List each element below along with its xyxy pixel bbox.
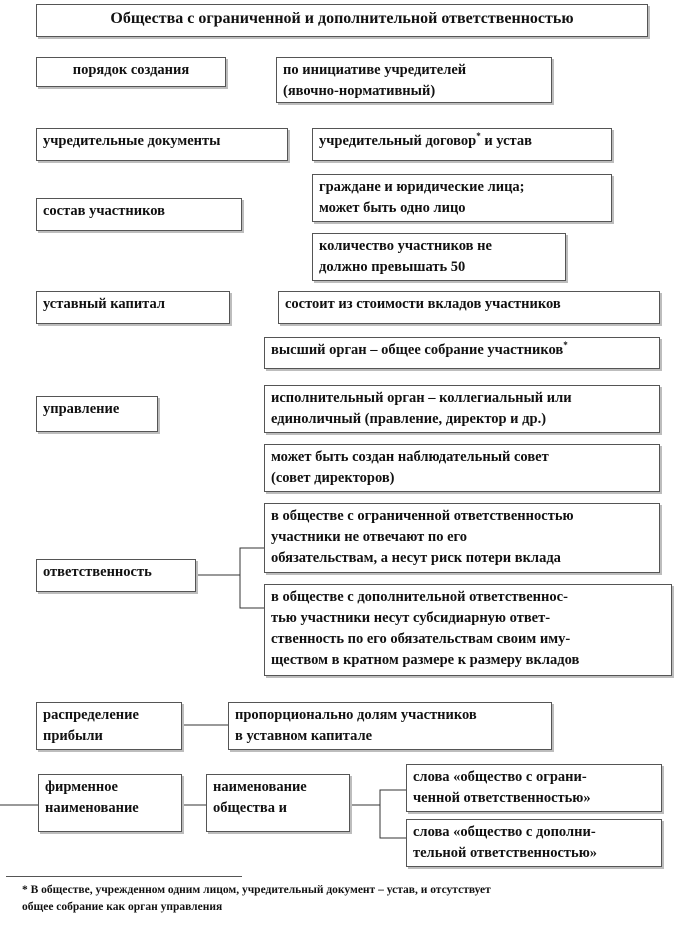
- footnote-mark-documents: *: [476, 131, 481, 142]
- footnote-mark: *: [22, 884, 28, 896]
- footnote-mark-management: *: [563, 340, 568, 351]
- value-members-limit: количество участников не должно превышать 50: [312, 233, 566, 281]
- value-company-name-middle: наименование общества и: [206, 774, 350, 832]
- value-charter-capital: состоит из стоимости вкладов участников: [278, 291, 660, 324]
- value-members-who: граждане и юридические лица; может быть одно лицо: [312, 174, 612, 222]
- label-founding-documents: учредительные документы: [36, 128, 288, 161]
- label-liability: ответственность: [36, 559, 196, 592]
- label-profit-distribution: распределение прибыли: [36, 702, 182, 750]
- footnote-text: В обществе, учрежденном одним лицом, учредительный документ – устав, и отсутствует общее собрание как орган управления: [22, 884, 491, 913]
- value-management-supreme: [264, 337, 660, 369]
- value-profit-distribution: пропорционально долям участников в уставном капитале: [228, 702, 552, 750]
- value-liability-limited: в обществе с ограниченной ответственностью участники не отвечают по его обязательствам, а несут риск потери вклада: [264, 503, 660, 573]
- label-company-name: фирменное наименование: [38, 774, 182, 832]
- connector-name-branch: [380, 790, 406, 838]
- footnote-rule: [6, 876, 242, 877]
- label-management: управление: [36, 396, 158, 432]
- label-members: состав участников: [36, 198, 242, 231]
- footnote: [22, 882, 662, 916]
- value-management-board: может быть создан наблюдательный совет (совет директоров): [264, 444, 660, 492]
- label-charter-capital: уставный капитал: [36, 291, 230, 324]
- label-creation-order: порядок создания: [36, 57, 226, 87]
- value-founding-documents: [312, 128, 612, 161]
- value-liability-additional: в обществе с дополнительной ответственнос- тью участники несут субсидиарную ответ- ственность по его обязательствам своим иму- ществом в кратном размере к размеру вкладов: [264, 584, 672, 676]
- value-company-name-additional: слова «общество с дополни- тельной ответственностью»: [406, 819, 662, 867]
- value-founding-documents-text: учредительный договор: [319, 133, 477, 149]
- value-management-executive: исполнительный орган – коллегиальный или единоличный (правление, директор и др.): [264, 385, 660, 433]
- value-management-supreme-text: высший орган – общее собрание участников: [271, 342, 564, 358]
- connector-liability-branch: [240, 548, 264, 608]
- diagram-title: Общества с ограниченной и дополнительной ответственностью: [36, 4, 648, 37]
- value-founding-documents-tail: и устав: [480, 133, 532, 149]
- value-creation-order: по инициативе учредителей (явочно-нормативный): [276, 57, 552, 103]
- value-company-name-limited: слова «общество с ограни- ченной ответственностью»: [406, 764, 662, 812]
